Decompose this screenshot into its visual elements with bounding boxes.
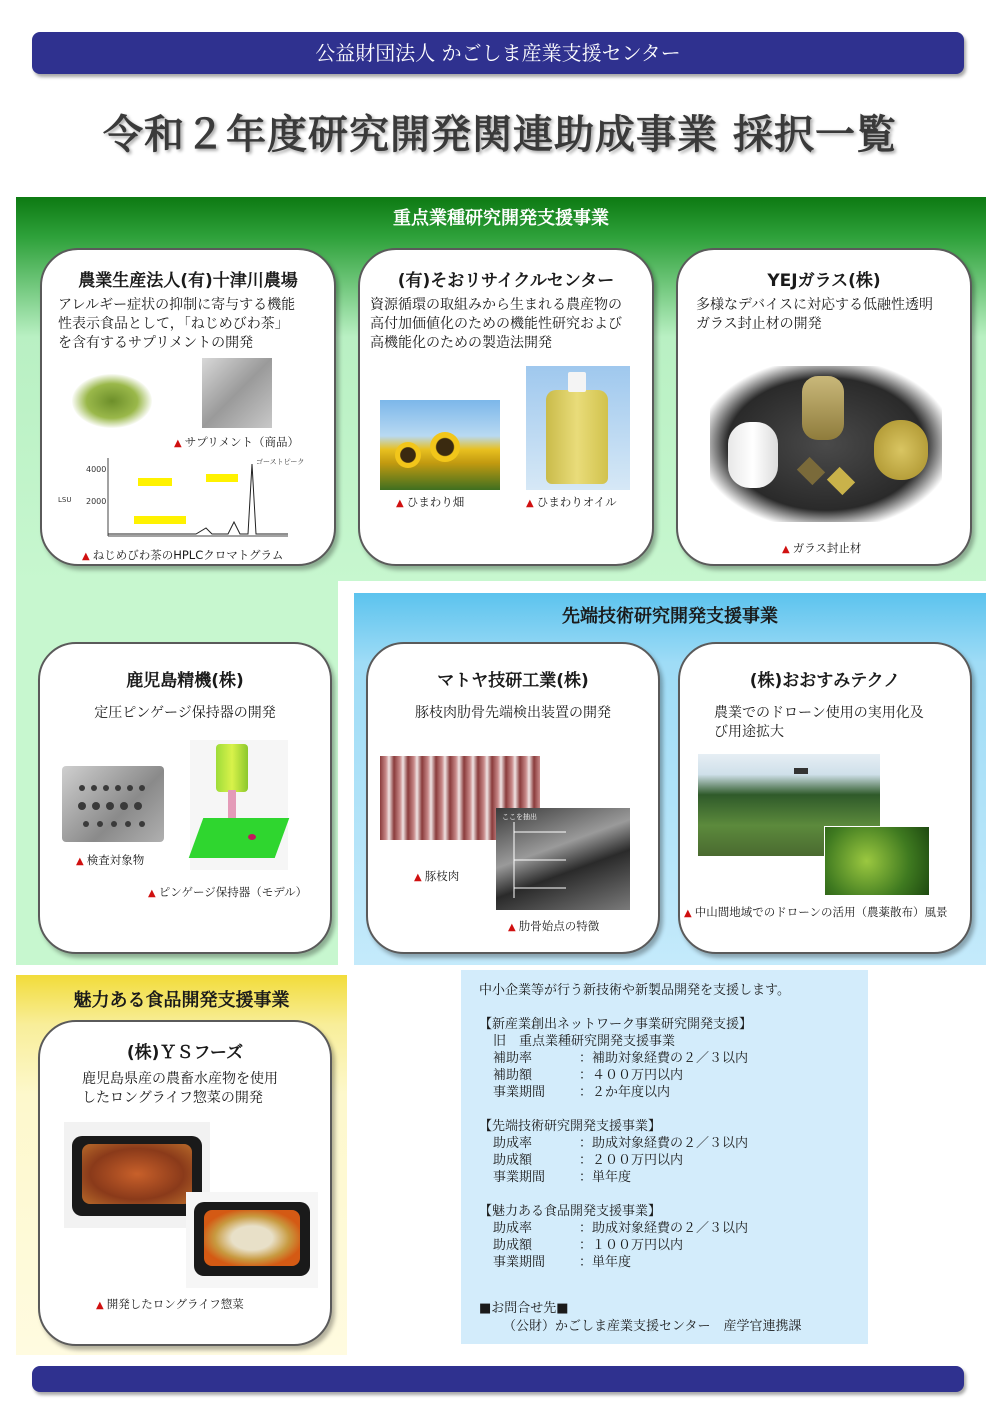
caption-text: サプリメント（商品）	[184, 435, 300, 449]
caption	[508, 918, 599, 934]
caption	[174, 434, 299, 450]
desc-line: 高付加価値化のための機能性研究および	[370, 316, 622, 332]
card-title: 農業生産法人(有)十津川農場	[78, 271, 298, 291]
arrows	[496, 808, 630, 910]
desc-line: 鹿児島県産の農畜水産物を使用	[82, 1071, 278, 1087]
desc-line: 豚枝肉肋骨先端検出装置の開発	[415, 705, 611, 721]
info-value: ：２か年度以内	[579, 1085, 671, 1100]
info-value: ：４００万円以内	[579, 1068, 684, 1083]
card-title: マトヤ技研工業(株)	[437, 671, 589, 691]
caption-text: 豚枝肉	[424, 869, 460, 883]
desc-line: 農業でのドローン使用の実用化及	[714, 705, 924, 721]
program-3-title: 【魅力ある食品開発支援事業】	[479, 1204, 662, 1219]
info-key: 補助率	[493, 1051, 533, 1066]
caption	[684, 904, 947, 920]
triangle-icon: ▲	[76, 856, 84, 867]
loquat-leaves-photo	[72, 374, 152, 428]
card-description	[696, 296, 966, 334]
caption	[414, 868, 459, 884]
peak-label: ゴーストピーク	[256, 458, 305, 466]
desc-line: び用途拡大	[714, 724, 784, 740]
contact-title: ■お問合せ先■	[479, 1301, 569, 1316]
info-key: 助成額	[493, 1238, 533, 1253]
footer-bar	[32, 1366, 964, 1392]
triangle-icon: ▲	[414, 872, 422, 883]
caption	[782, 540, 861, 556]
card-description	[58, 296, 328, 353]
card-title: YEJガラス(株)	[767, 271, 881, 291]
org-header-bar	[32, 32, 964, 74]
card-kagoshima-seiki	[38, 642, 332, 954]
card-description	[370, 296, 654, 353]
rib-feature-image	[496, 808, 630, 910]
caption-text: 検査対象物	[86, 853, 145, 867]
blue-section-title: 先端技術研究開発支援事業	[562, 606, 778, 627]
caption-text: ピンゲージ保持器（モデル）	[158, 885, 308, 899]
info-key: 補助額	[493, 1068, 533, 1083]
card-matoya-giken	[366, 642, 660, 954]
caption	[76, 852, 144, 868]
highlight-label	[134, 516, 186, 524]
glass-sealant-photo	[710, 366, 942, 522]
highlight-label	[138, 478, 172, 486]
triangle-icon: ▲	[396, 498, 404, 509]
card-title: (有)そおリサイクルセンター	[397, 271, 615, 291]
caption-text: ねじめびわ茶のHPLCクロマトグラム	[92, 548, 284, 562]
card-description	[368, 704, 658, 723]
triangle-icon: ▲	[526, 498, 534, 509]
triangle-icon: ▲	[148, 888, 156, 899]
overlay-label: ここを抽出	[502, 813, 537, 821]
info-key: 事業期間	[493, 1085, 546, 1100]
contact-text: （公財）かごしま産業支援センター 産学官連携課	[503, 1319, 802, 1334]
desc-line: を含有するサプリメントの開発	[58, 335, 254, 351]
card-yej-glass	[676, 248, 972, 566]
caption-text: 肋骨始点の特徴	[518, 919, 600, 933]
caption	[396, 494, 464, 510]
card-ys-foods	[38, 1020, 332, 1346]
program-2-title: 【先端技術研究開発支援事業】	[479, 1119, 662, 1134]
card-osumi-techno	[678, 642, 972, 954]
inspection-target-photo	[62, 766, 164, 842]
caption	[526, 494, 617, 510]
leaf-closeup-photo	[824, 826, 930, 896]
caption-text: 中山間地域でのドローンの活用（農薬散布）風景	[694, 905, 948, 919]
hole-pattern	[62, 766, 164, 842]
desc-line: したロングライフ惣菜の開発	[82, 1090, 263, 1106]
y-axis-label: LSU	[58, 496, 72, 504]
triangle-icon: ▲	[782, 544, 790, 555]
card-description	[82, 1070, 322, 1108]
caption-text: ひまわり畑	[406, 495, 465, 509]
org-name: 公益財団法人 かごしま産業支援センター	[315, 41, 681, 65]
sunflower-oil-photo	[526, 366, 630, 490]
info-key: 助成率	[493, 1136, 533, 1151]
caption	[82, 547, 283, 563]
card-tsugawa-farm	[40, 248, 336, 566]
desc-line: ガラス封止材の開発	[696, 316, 822, 332]
card-title: (株)ＹＳフーズ	[126, 1043, 244, 1063]
card-title: (株)おおすみテクノ	[749, 671, 901, 691]
highlight-label	[206, 474, 238, 482]
caption	[148, 884, 307, 900]
info-intro: 中小企業等が行う新技術や新製品開発を支援します。	[479, 983, 790, 998]
triangle-icon: ▲	[96, 1300, 104, 1311]
info-key: 事業期間	[493, 1255, 546, 1270]
card-description	[714, 704, 964, 742]
desc-line: 多様なデバイスに対応する低融性透明	[696, 297, 934, 313]
card-title: 鹿児島精機(株)	[126, 671, 244, 691]
program-1-subtitle: 旧 重点業種研究開発支援事業	[493, 1034, 676, 1049]
pin-gauge-holder-model	[190, 740, 288, 870]
info-value: ：補助対象経費の２／３以内	[579, 1051, 749, 1066]
desc-line: アレルギー症状の抑制に寄与する機能	[58, 297, 296, 313]
triangle-icon: ▲	[174, 438, 182, 449]
info-value: ：１００万円以内	[579, 1238, 684, 1253]
side-dish-photo-2	[186, 1192, 318, 1288]
info-value: ：助成対象経費の２／３以内	[579, 1221, 749, 1236]
card-soo-recycle	[358, 248, 654, 566]
page-title: 令和２年度研究開発関連助成事業 採択一覧	[103, 112, 897, 158]
yellow-section-title: 魅力ある食品開発支援事業	[73, 990, 290, 1011]
info-key: 助成率	[493, 1221, 533, 1236]
desc-line: 高機能化のための製造法開発	[370, 335, 552, 351]
y-tick: 2000	[86, 497, 107, 506]
supplement-photo	[202, 358, 272, 428]
desc-line: 定圧ピンゲージ保持器の開発	[94, 705, 276, 721]
green-section-title: 重点業種研究開発支援事業	[393, 208, 609, 229]
program-info-box	[461, 970, 868, 1344]
info-value: ：助成対象経費の２／３以内	[579, 1136, 749, 1151]
info-key: 助成額	[493, 1153, 533, 1168]
desc-line: 資源循環の取組みから生まれる農産物の	[370, 297, 622, 313]
hplc-chromatogram	[56, 452, 305, 544]
info-value: ：２００万円以内	[579, 1153, 684, 1168]
desc-line: 性表示食品として，「ねじめびわ茶」	[58, 316, 289, 332]
triangle-icon: ▲	[684, 908, 692, 919]
y-tick: 4000	[86, 465, 107, 474]
caption-text: ひまわりオイル	[536, 495, 617, 509]
caption	[96, 1296, 244, 1312]
caption-text: ガラス封止材	[792, 541, 862, 555]
triangle-icon: ▲	[508, 922, 516, 933]
program-1-title: 【新産業創出ネットワーク事業研究開発支援】	[479, 1017, 753, 1032]
card-description	[40, 704, 330, 723]
triangle-icon: ▲	[82, 551, 90, 562]
sunflower-field-photo	[380, 400, 500, 490]
caption-text: 開発したロングライフ惣菜	[106, 1297, 244, 1311]
info-value: ：単年度	[579, 1255, 632, 1270]
info-value: ：単年度	[579, 1170, 632, 1185]
info-key: 事業期間	[493, 1170, 546, 1185]
